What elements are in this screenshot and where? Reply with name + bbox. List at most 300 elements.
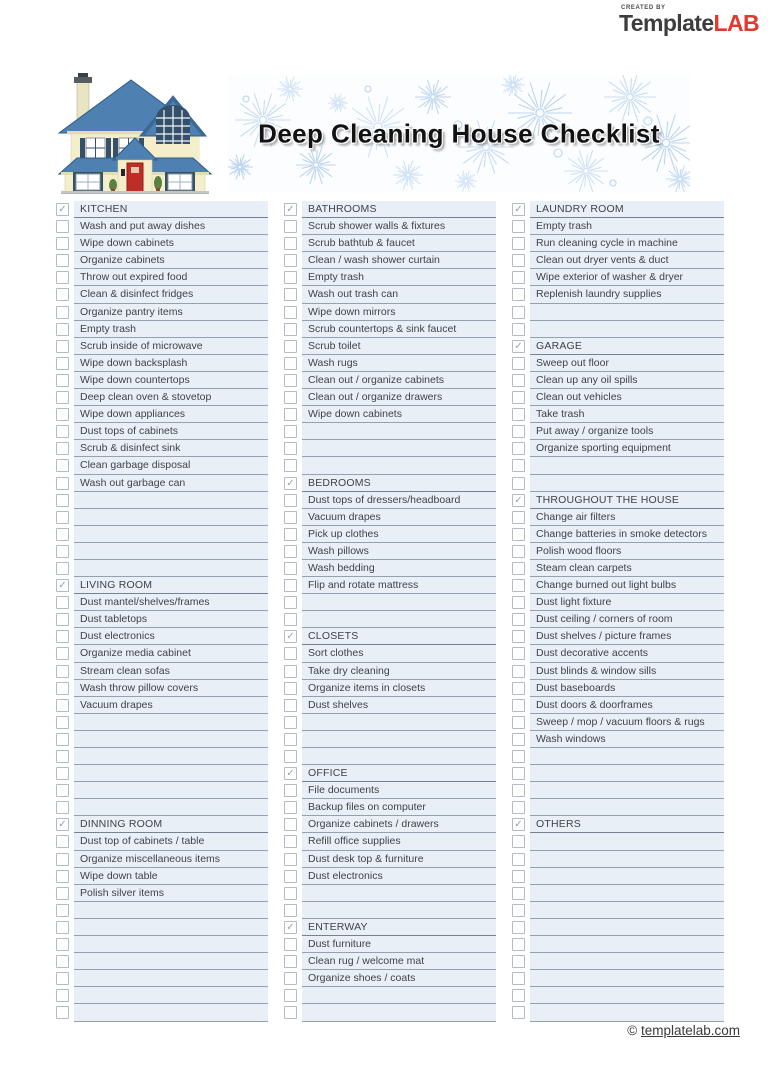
blank-line[interactable]: [302, 457, 496, 474]
checkbox[interactable]: [56, 442, 69, 455]
checkbox[interactable]: [284, 647, 297, 660]
task-label: Organize cabinets / drawers: [302, 816, 496, 833]
task-label: Clean up any oil spills: [530, 372, 724, 389]
checkbox[interactable]: [512, 870, 525, 883]
task-label: Clean out dryer vents & duct: [530, 252, 724, 269]
checkbox[interactable]: [284, 887, 297, 900]
empty-row: [512, 475, 724, 492]
task-row: [284, 406, 496, 423]
checkbox[interactable]: [56, 408, 69, 421]
checkbox[interactable]: [512, 425, 525, 438]
checkbox[interactable]: [512, 955, 525, 968]
blank-line[interactable]: [530, 987, 724, 1004]
blank-line[interactable]: [74, 714, 268, 731]
checkbox[interactable]: [56, 835, 69, 848]
task-row: [56, 338, 268, 355]
checkbox[interactable]: [512, 579, 525, 592]
blank-line[interactable]: [74, 919, 268, 936]
blank-line[interactable]: [530, 833, 724, 850]
checkbox[interactable]: [512, 528, 525, 541]
checkbox[interactable]: [512, 306, 525, 319]
checkbox[interactable]: [56, 545, 69, 558]
checkbox[interactable]: [284, 716, 297, 729]
task-row: [284, 269, 496, 286]
checkbox[interactable]: [56, 801, 69, 814]
empty-row: [284, 611, 496, 628]
checkbox[interactable]: [56, 904, 69, 917]
task-row: [512, 697, 724, 714]
blank-line[interactable]: [74, 782, 268, 799]
empty-row: [284, 885, 496, 902]
checkbox[interactable]: [284, 904, 297, 917]
checkbox[interactable]: [284, 972, 297, 985]
empty-row: [56, 902, 268, 919]
checked-checkbox-icon[interactable]: ✓: [512, 494, 525, 507]
checkbox[interactable]: [284, 237, 297, 250]
checkbox[interactable]: [284, 955, 297, 968]
task-row: [56, 389, 268, 406]
checkbox[interactable]: [284, 408, 297, 421]
checkbox[interactable]: [56, 613, 69, 626]
blank-line[interactable]: [74, 970, 268, 987]
blank-line[interactable]: [530, 851, 724, 868]
task-label: Clean & disinfect fridges: [74, 286, 268, 303]
task-label: Wipe down cabinets: [74, 235, 268, 252]
blank-line[interactable]: [302, 423, 496, 440]
checkbox[interactable]: [284, 750, 297, 763]
checkbox[interactable]: [512, 374, 525, 387]
checkbox[interactable]: [284, 853, 297, 866]
task-label: Change batteries in smoke detectors: [530, 526, 724, 543]
section-title: ENTERWAY: [302, 919, 496, 936]
checkbox[interactable]: [56, 306, 69, 319]
checkbox[interactable]: [284, 357, 297, 370]
blank-line[interactable]: [530, 902, 724, 919]
empty-row: [512, 936, 724, 953]
blank-line[interactable]: [74, 560, 268, 577]
checkbox[interactable]: [56, 870, 69, 883]
task-row: [56, 235, 268, 252]
task-label: Take trash: [530, 406, 724, 423]
blank-line[interactable]: [302, 440, 496, 457]
checkbox[interactable]: [512, 938, 525, 951]
empty-row: [284, 714, 496, 731]
blank-line[interactable]: [74, 953, 268, 970]
blank-line[interactable]: [530, 1004, 724, 1021]
checkbox[interactable]: [284, 818, 297, 831]
checkbox[interactable]: [56, 955, 69, 968]
checklist-column-2: [284, 201, 496, 1022]
checkbox[interactable]: [56, 853, 69, 866]
checkbox[interactable]: [284, 391, 297, 404]
checkbox[interactable]: [56, 477, 69, 490]
checked-checkbox-icon[interactable]: ✓: [56, 579, 69, 592]
empty-row: [512, 765, 724, 782]
blank-line[interactable]: [530, 868, 724, 885]
blank-line[interactable]: [74, 509, 268, 526]
blank-line[interactable]: [74, 765, 268, 782]
blank-line[interactable]: [302, 1004, 496, 1021]
checkbox[interactable]: [512, 682, 525, 695]
checked-checkbox-icon[interactable]: ✓: [284, 921, 297, 934]
blank-line[interactable]: [302, 731, 496, 748]
empty-row: [512, 782, 724, 799]
checkbox[interactable]: [284, 835, 297, 848]
task-label: Sweep / mop / vacuum floors & rugs: [530, 714, 724, 731]
checkbox[interactable]: [56, 340, 69, 353]
checkbox[interactable]: [512, 733, 525, 746]
checkbox[interactable]: [512, 716, 525, 729]
checkbox[interactable]: [284, 613, 297, 626]
checkbox[interactable]: [284, 989, 297, 1002]
task-label: Organize items in closets: [302, 680, 496, 697]
blank-line[interactable]: [530, 748, 724, 765]
checked-checkbox-icon[interactable]: ✓: [284, 767, 297, 780]
blank-line[interactable]: [302, 987, 496, 1004]
checkbox[interactable]: [512, 442, 525, 455]
task-row: [56, 663, 268, 680]
checkbox[interactable]: [512, 271, 525, 284]
checkbox[interactable]: [284, 665, 297, 678]
blank-line[interactable]: [302, 611, 496, 628]
checkbox[interactable]: [56, 921, 69, 934]
section-header-row: [284, 475, 496, 492]
checkbox[interactable]: [512, 237, 525, 250]
section-header-row: [284, 628, 496, 645]
checkbox[interactable]: [56, 1006, 69, 1019]
task-label: Wash throw pillow covers: [74, 680, 268, 697]
empty-row: [56, 970, 268, 987]
checked-checkbox-icon[interactable]: ✓: [512, 818, 525, 831]
checkbox[interactable]: [512, 699, 525, 712]
task-label: Wipe exterior of washer & dryer: [530, 269, 724, 286]
task-row: [512, 680, 724, 697]
blank-line[interactable]: [74, 987, 268, 1004]
blank-line[interactable]: [302, 714, 496, 731]
blank-line[interactable]: [302, 594, 496, 611]
section-title: OFFICE: [302, 765, 496, 782]
blank-line[interactable]: [74, 1004, 268, 1021]
task-label: Polish wood floors: [530, 543, 724, 560]
task-row: [284, 851, 496, 868]
checkbox[interactable]: [512, 562, 525, 575]
checkbox[interactable]: [284, 870, 297, 883]
checkbox[interactable]: [284, 425, 297, 438]
blank-line[interactable]: [74, 936, 268, 953]
section-header-row: [284, 919, 496, 936]
empty-row: [512, 970, 724, 987]
checkbox[interactable]: [56, 989, 69, 1002]
blank-line[interactable]: [74, 526, 268, 543]
task-label: Deep clean oven & stovetop: [74, 389, 268, 406]
checkbox[interactable]: [56, 562, 69, 575]
task-row: [284, 372, 496, 389]
checkbox[interactable]: [56, 887, 69, 900]
task-label: Sweep out floor: [530, 355, 724, 372]
task-row: [56, 252, 268, 269]
checkbox[interactable]: [284, 442, 297, 455]
empty-row: [512, 885, 724, 902]
task-row: [512, 440, 724, 457]
templatelab-link[interactable]: templatelab.com: [640, 1023, 740, 1038]
checkbox[interactable]: [56, 323, 69, 336]
empty-row: [512, 304, 724, 321]
blank-line[interactable]: [302, 748, 496, 765]
task-row: [512, 286, 724, 303]
checkbox[interactable]: [512, 784, 525, 797]
task-label: Wipe down backsplash: [74, 355, 268, 372]
task-row: [56, 851, 268, 868]
checkbox[interactable]: [284, 1006, 297, 1019]
section-header-row: [284, 201, 496, 218]
blank-line[interactable]: [530, 765, 724, 782]
checkbox[interactable]: [56, 391, 69, 404]
task-row: [56, 286, 268, 303]
checked-checkbox-icon[interactable]: ✓: [284, 203, 297, 216]
checkbox[interactable]: [284, 271, 297, 284]
checkbox[interactable]: [512, 801, 525, 814]
blank-line[interactable]: [74, 731, 268, 748]
section-title: KITCHEN: [74, 201, 268, 218]
checkbox[interactable]: [512, 767, 525, 780]
blank-line[interactable]: [302, 885, 496, 902]
checkbox[interactable]: [56, 682, 69, 695]
checkbox[interactable]: [512, 972, 525, 985]
empty-row: [56, 509, 268, 526]
checkbox[interactable]: [512, 357, 525, 370]
checkbox[interactable]: [512, 613, 525, 626]
checkbox[interactable]: [512, 904, 525, 917]
blank-line[interactable]: [74, 799, 268, 816]
checkbox[interactable]: [512, 545, 525, 558]
checkbox[interactable]: [284, 323, 297, 336]
blank-line[interactable]: [302, 902, 496, 919]
checkbox[interactable]: [284, 528, 297, 541]
task-row: [284, 953, 496, 970]
checkbox[interactable]: [512, 220, 525, 233]
logo-brand-lab: LAB: [713, 10, 759, 36]
checkbox[interactable]: [284, 254, 297, 267]
checkbox[interactable]: [56, 733, 69, 746]
empty-row: [56, 492, 268, 509]
task-row: [56, 628, 268, 645]
checkbox[interactable]: [512, 288, 525, 301]
checklist: [56, 201, 724, 1022]
task-row: [284, 526, 496, 543]
task-row: [56, 475, 268, 492]
task-label: Clean out / organize drawers: [302, 389, 496, 406]
checkbox[interactable]: [284, 306, 297, 319]
empty-row: [56, 799, 268, 816]
empty-row: [512, 953, 724, 970]
checked-checkbox-icon[interactable]: ✓: [512, 340, 525, 353]
checkbox[interactable]: [56, 596, 69, 609]
task-label: Wash rugs: [302, 355, 496, 372]
checkbox[interactable]: [284, 511, 297, 524]
checkbox[interactable]: [56, 511, 69, 524]
checkbox[interactable]: [284, 699, 297, 712]
checked-checkbox-icon[interactable]: ✓: [56, 818, 69, 831]
checkbox[interactable]: [512, 989, 525, 1002]
blank-line[interactable]: [530, 799, 724, 816]
checkbox[interactable]: [512, 596, 525, 609]
checkbox[interactable]: [512, 1006, 525, 1019]
task-label: Clean / wash shower curtain: [302, 252, 496, 269]
checkbox[interactable]: [284, 545, 297, 558]
checkbox[interactable]: [56, 528, 69, 541]
task-row: [284, 389, 496, 406]
checkbox[interactable]: [284, 562, 297, 575]
task-row: [512, 611, 724, 628]
checkbox[interactable]: [56, 288, 69, 301]
task-label: Change burned out light bulbs: [530, 577, 724, 594]
checkbox[interactable]: [56, 647, 69, 660]
checkbox[interactable]: [512, 835, 525, 848]
task-label: Refill office supplies: [302, 833, 496, 850]
checkbox[interactable]: [284, 494, 297, 507]
checkbox[interactable]: [56, 357, 69, 370]
blank-line[interactable]: [530, 457, 724, 474]
task-row: [512, 714, 724, 731]
task-row: [512, 509, 724, 526]
checkbox[interactable]: [56, 630, 69, 643]
checked-checkbox-icon[interactable]: ✓: [284, 630, 297, 643]
checkbox[interactable]: [284, 220, 297, 233]
task-label: Dust ceiling / corners of room: [530, 611, 724, 628]
empty-row: [512, 919, 724, 936]
blank-line[interactable]: [74, 748, 268, 765]
section-title: BATHROOMS: [302, 201, 496, 218]
checkbox[interactable]: [284, 733, 297, 746]
checkbox[interactable]: [512, 254, 525, 267]
section-title: CLOSETS: [302, 628, 496, 645]
empty-row: [56, 782, 268, 799]
checked-checkbox-icon[interactable]: ✓: [512, 203, 525, 216]
section-header-row: [284, 765, 496, 782]
checkbox[interactable]: [56, 237, 69, 250]
checked-checkbox-icon[interactable]: ✓: [56, 203, 69, 216]
checkbox[interactable]: [56, 459, 69, 472]
checklist-column-3: [512, 201, 724, 1022]
empty-row: [284, 902, 496, 919]
empty-row: [284, 440, 496, 457]
checkbox[interactable]: [56, 425, 69, 438]
blank-line[interactable]: [74, 492, 268, 509]
empty-row: [56, 919, 268, 936]
checkbox[interactable]: [512, 750, 525, 763]
checkbox[interactable]: [56, 784, 69, 797]
checkbox[interactable]: [284, 579, 297, 592]
checkbox[interactable]: [512, 391, 525, 404]
task-label: Take dry cleaning: [302, 663, 496, 680]
task-label: Dust blinds & window sills: [530, 663, 724, 680]
checkbox[interactable]: [56, 938, 69, 951]
empty-row: [56, 953, 268, 970]
checkbox[interactable]: [56, 972, 69, 985]
task-label: Scrub bathtub & faucet: [302, 235, 496, 252]
task-row: [512, 235, 724, 252]
blank-line[interactable]: [74, 543, 268, 560]
task-row: [56, 645, 268, 662]
checkbox[interactable]: [512, 323, 525, 336]
checkbox[interactable]: [512, 665, 525, 678]
checkbox[interactable]: [512, 853, 525, 866]
blank-line[interactable]: [530, 475, 724, 492]
checkbox[interactable]: [512, 630, 525, 643]
blank-line[interactable]: [530, 885, 724, 902]
section-header-row: [56, 201, 268, 218]
task-row: [56, 218, 268, 235]
task-label: Wipe down countertops: [74, 372, 268, 389]
task-label: Organize sporting equipment: [530, 440, 724, 457]
checkbox[interactable]: [56, 374, 69, 387]
checkbox[interactable]: [284, 801, 297, 814]
checkbox[interactable]: [56, 716, 69, 729]
checked-checkbox-icon[interactable]: ✓: [284, 477, 297, 490]
checkbox[interactable]: [512, 477, 525, 490]
blank-line[interactable]: [530, 919, 724, 936]
blank-line[interactable]: [530, 782, 724, 799]
blank-line[interactable]: [530, 936, 724, 953]
empty-row: [56, 987, 268, 1004]
empty-row: [284, 987, 496, 1004]
checkbox[interactable]: [56, 665, 69, 678]
checkbox[interactable]: [284, 938, 297, 951]
task-label: Empty trash: [302, 269, 496, 286]
empty-row: [512, 851, 724, 868]
checkbox[interactable]: [56, 254, 69, 267]
footer: [627, 1023, 740, 1038]
checkbox[interactable]: [56, 767, 69, 780]
checkbox[interactable]: [284, 596, 297, 609]
checklist-column-1: [56, 201, 268, 1022]
checkbox[interactable]: [284, 374, 297, 387]
task-row: [56, 321, 268, 338]
checkbox[interactable]: [284, 459, 297, 472]
checkbox[interactable]: [56, 699, 69, 712]
task-label: Flip and rotate mattress: [302, 577, 496, 594]
checkbox[interactable]: [284, 682, 297, 695]
checkbox[interactable]: [56, 271, 69, 284]
checkbox[interactable]: [512, 511, 525, 524]
checkbox[interactable]: [284, 784, 297, 797]
checkbox[interactable]: [56, 220, 69, 233]
task-row: [512, 526, 724, 543]
checkbox[interactable]: [56, 494, 69, 507]
task-label: Wash out garbage can: [74, 475, 268, 492]
checkbox[interactable]: [284, 340, 297, 353]
checkbox[interactable]: [56, 750, 69, 763]
task-row: [56, 304, 268, 321]
checkbox[interactable]: [512, 921, 525, 934]
blank-line[interactable]: [530, 321, 724, 338]
checkbox[interactable]: [512, 647, 525, 660]
task-row: [284, 492, 496, 509]
checkbox[interactable]: [284, 288, 297, 301]
empty-row: [512, 987, 724, 1004]
checkbox[interactable]: [512, 408, 525, 421]
task-label: Wash out trash can: [302, 286, 496, 303]
task-label: Wipe down table: [74, 868, 268, 885]
blank-line[interactable]: [530, 304, 724, 321]
blank-line[interactable]: [530, 953, 724, 970]
task-row: [284, 645, 496, 662]
blank-line[interactable]: [530, 970, 724, 987]
blank-line[interactable]: [74, 902, 268, 919]
checkbox[interactable]: [512, 459, 525, 472]
checkbox[interactable]: [512, 887, 525, 900]
task-row: [284, 543, 496, 560]
